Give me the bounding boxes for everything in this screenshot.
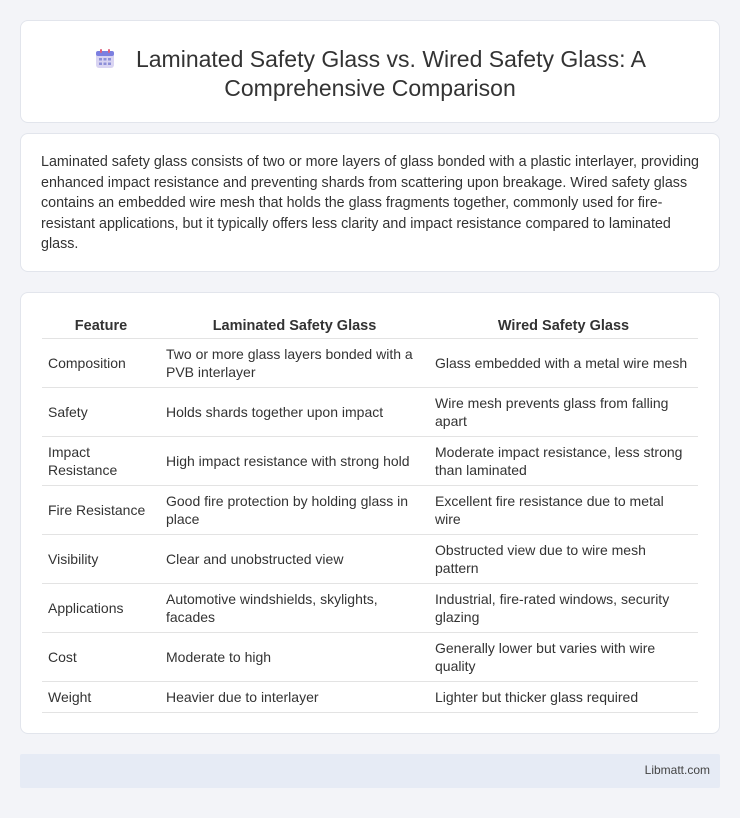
table-row <box>42 436 698 485</box>
wired-cell: Generally lower but varies with wire quality <box>429 632 698 681</box>
wired-cell: Excellent fire resistance due to metal wire <box>429 485 698 534</box>
title-card <box>20 20 720 123</box>
intro-paragraph: Laminated safety glass consists of two or more layers of glass bonded with a plastic interlayer, providing enhanced impact resistance and preventing shards from scattering upon breakage. Wired safety glass contains an embedded wire mesh that holds the glass fragments together, commonly used for fire-resistant applications, but it typically offers less clarity and impact resistance compared to laminated glass. <box>41 154 699 252</box>
feature-cell: Weight <box>42 681 160 712</box>
page-title-wrap <box>21 45 719 103</box>
feature-cell: Impact Resistance <box>42 436 160 485</box>
footer-site-link[interactable]: Libmatt.com <box>644 763 710 777</box>
header-feature: Feature <box>42 316 160 338</box>
laminated-cell: Holds shards together upon impact <box>160 387 429 436</box>
feature-cell: Visibility <box>42 534 160 583</box>
feature-cell: Applications <box>42 583 160 632</box>
table-row <box>42 534 698 583</box>
wired-cell: Glass embedded with a metal wire mesh <box>429 338 698 387</box>
calendar-icon <box>94 48 116 70</box>
wired-cell: Wire mesh prevents glass from falling apart <box>429 387 698 436</box>
comparison-table <box>42 316 698 713</box>
table-row <box>42 681 698 712</box>
wired-cell: Industrial, fire-rated windows, security glazing <box>429 583 698 632</box>
header-wired: Wired Safety Glass <box>429 316 698 338</box>
table-row <box>42 632 698 681</box>
laminated-cell: Heavier due to interlayer <box>160 681 429 712</box>
laminated-cell: High impact resistance with strong hold <box>160 436 429 485</box>
intro-card <box>20 133 720 272</box>
table-row <box>42 387 698 436</box>
feature-cell: Composition <box>42 338 160 387</box>
wired-cell: Moderate impact resistance, less strong than laminated <box>429 436 698 485</box>
table-header-row <box>42 316 698 338</box>
table-row <box>42 583 698 632</box>
laminated-cell: Moderate to high <box>160 632 429 681</box>
header-laminated: Laminated Safety Glass <box>160 316 429 338</box>
feature-cell: Safety <box>42 387 160 436</box>
page-title: Laminated Safety Glass vs. Wired Safety Glass: A Comprehensive Comparison <box>135 46 647 101</box>
laminated-cell: Automotive windshields, skylights, facades <box>160 583 429 632</box>
table-row <box>42 485 698 534</box>
wired-cell: Lighter but thicker glass required <box>429 681 698 712</box>
feature-cell: Fire Resistance <box>42 485 160 534</box>
comparison-card <box>20 292 720 734</box>
laminated-cell: Two or more glass layers bonded with a PVB interlayer <box>160 338 429 387</box>
table-row <box>42 338 698 387</box>
laminated-cell: Clear and unobstructed view <box>160 534 429 583</box>
feature-cell: Cost <box>42 632 160 681</box>
footer-bar <box>20 754 720 788</box>
laminated-cell: Good fire protection by holding glass in place <box>160 485 429 534</box>
wired-cell: Obstructed view due to wire mesh pattern <box>429 534 698 583</box>
